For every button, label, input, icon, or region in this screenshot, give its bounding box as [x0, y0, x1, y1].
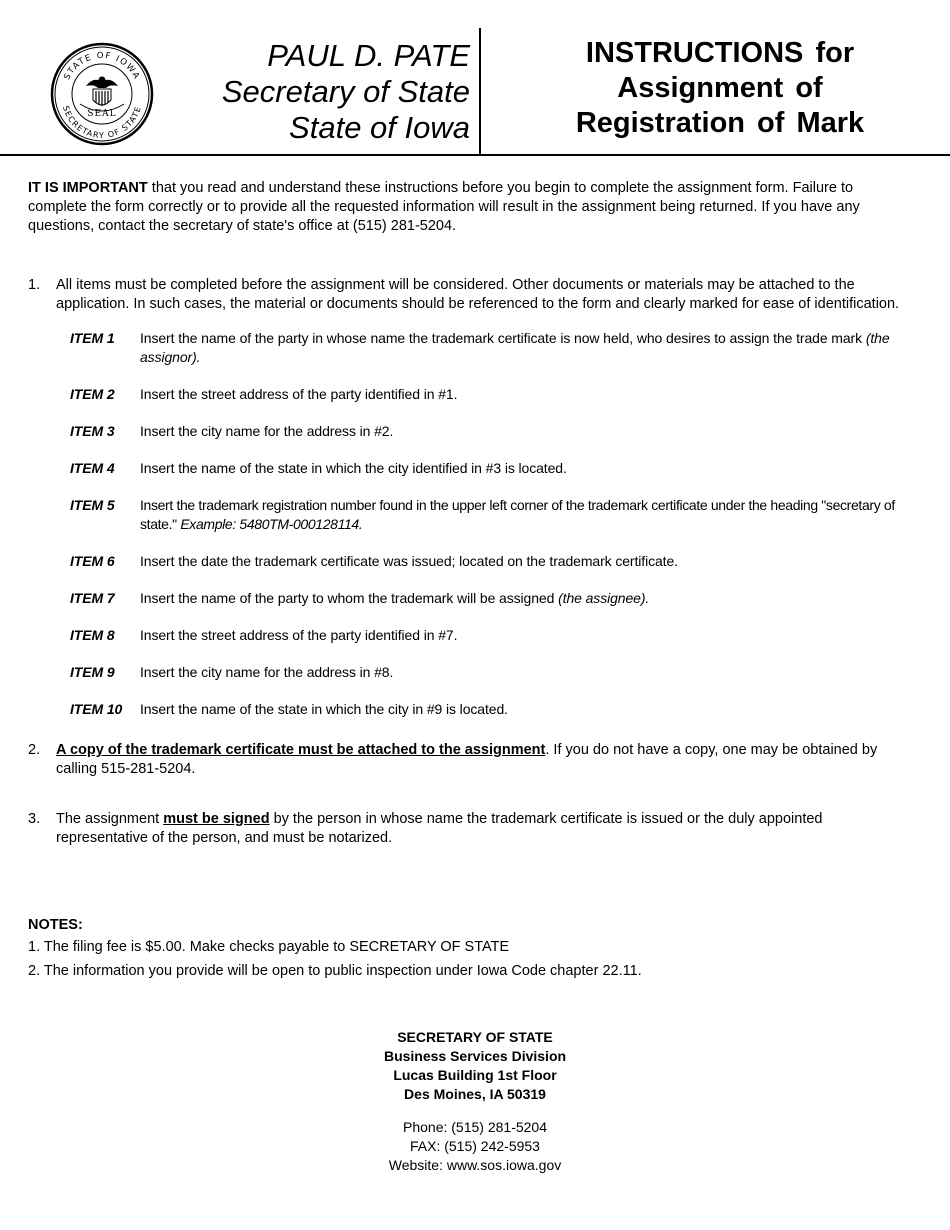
item-note: Example: 5480TM-000128114.: [180, 516, 363, 532]
intro-lead: IT IS IMPORTANT: [28, 180, 148, 196]
step-text-after: by the person in whose name the trademark certificate is issued or the duly appointed representative of the person, and must be notarized.: [56, 811, 823, 846]
item-10: [70, 700, 918, 719]
header-vertical-divider: [479, 28, 481, 156]
page-header: [0, 0, 950, 156]
notes-heading: NOTES:: [28, 917, 83, 933]
official-state: State of Iowa: [289, 110, 470, 145]
step-3: [28, 810, 918, 848]
item-text: Insert the trademark registration number found in the upper left corner of the trademark certificate under the heading "secretary of state.": [140, 497, 895, 532]
item-text: Insert the city name for the address in #2.: [140, 423, 394, 439]
instruction-steps: [28, 276, 918, 848]
step-number: 2.: [28, 742, 41, 758]
item-8: [70, 626, 918, 645]
item-text: Insert the name of the state in which the city identified in #3 is located.: [140, 460, 567, 476]
item-5: [70, 496, 918, 534]
intro-text: that you read and understand these instructions before you begin to complete the assignment form. Failure to complete the form correctly or to provide all the requested information will result in the assignment being returned. If you have any questions, contact the secretary of state's office at (515) 281-5204.: [28, 180, 860, 234]
step-emphasis: must be signed: [163, 811, 270, 827]
contact-website: Website: www.sos.iowa.gov: [388, 1157, 562, 1173]
note-item: 1. The filing fee is $5.00. Make checks payable to SECRETARY OF STATE: [28, 939, 510, 955]
office-address: [300, 1028, 650, 1104]
item-text: Insert the name of the state in which the city in #9 is located.: [140, 701, 508, 717]
office-division: Business Services Division: [383, 1048, 567, 1064]
item-text: Insert the name of the party in whose name the trademark certificate is now held, who desires to assign the trade mark: [140, 330, 866, 346]
contact-phone: Phone: (515) 281-5204: [403, 1119, 547, 1135]
item-list: [70, 329, 918, 719]
item-note: (the assignor).: [140, 330, 890, 365]
item-label: ITEM 6: [70, 553, 115, 569]
intro-paragraph: [28, 179, 908, 236]
item-9: [70, 663, 918, 682]
step-text: All items must be completed before the assignment will be considered. Other documents or materials may be attached to the application. In such cases, the material or documents should be referenced to the form and clearly marked for ease of identification.: [56, 277, 900, 312]
item-label: ITEM 4: [70, 460, 115, 476]
form-title: [490, 36, 950, 141]
item-text: Insert the street address of the party identified in #7.: [140, 627, 458, 643]
note-item: 2. The information you provide will be open to public inspection under Iowa Code chapter 22.11.: [28, 963, 642, 979]
item-label: ITEM 9: [70, 664, 115, 680]
item-7: [70, 589, 918, 608]
office-name: SECRETARY OF STATE: [397, 1029, 553, 1045]
official-block: [222, 38, 470, 146]
item-label: ITEM 3: [70, 423, 115, 439]
step-text: [56, 741, 918, 779]
item-4: [70, 459, 918, 478]
svg-text:SEAL: SEAL: [87, 109, 117, 119]
office-address-footer: [300, 1028, 650, 1175]
item-label: ITEM 8: [70, 627, 115, 643]
item-6: [70, 552, 918, 571]
form-title-line: Registration of Mark: [575, 107, 865, 139]
item-text: Insert the name of the party to whom the trademark will be assigned: [140, 590, 559, 606]
contact-fax: FAX: (515) 242-5953: [410, 1138, 540, 1154]
step-text-rest: . If you do not have a copy, one may be obtained by calling 515-281-5204.: [56, 742, 878, 777]
official-title: Secretary of State: [221, 74, 470, 109]
state-seal-icon: [50, 42, 154, 146]
contact-info: [300, 1118, 650, 1175]
office-city: Des Moines, IA 50319: [404, 1086, 546, 1102]
item-label: ITEM 2: [70, 386, 115, 402]
step-2: [28, 741, 918, 779]
item-label: ITEM 7: [70, 590, 115, 606]
notes-section: [28, 916, 908, 983]
form-title-line: INSTRUCTIONS for: [585, 37, 855, 69]
item-text: Insert the date the trademark certificate was issued; located on the trademark certificate.: [140, 553, 678, 569]
item-3: [70, 422, 918, 441]
step-number: 3.: [28, 811, 41, 827]
official-name: PAUL D. PATE: [267, 38, 470, 73]
header-horizontal-divider: [0, 154, 950, 156]
form-title-line: Assignment of: [617, 72, 823, 104]
svg-text:SECRETARY OF STATE: SECRETARY OF STATE: [60, 104, 144, 141]
step-1: [28, 276, 918, 719]
item-label: ITEM 10: [70, 701, 123, 717]
office-building: Lucas Building 1st Floor: [393, 1067, 557, 1083]
step-text: [56, 810, 918, 848]
item-label: ITEM 5: [70, 497, 115, 513]
item-1: [70, 329, 918, 367]
step-emphasis: A copy of the trademark certificate must be attached to the assignment: [56, 742, 546, 758]
step-text-before: The assignment: [56, 811, 164, 827]
step-number: 1.: [28, 277, 41, 293]
item-label: ITEM 1: [70, 330, 115, 346]
svg-text:STATE OF IOWA: STATE OF IOWA: [62, 50, 142, 82]
item-text: Insert the street address of the party identified in #1.: [140, 386, 458, 402]
item-text: Insert the city name for the address in #8.: [140, 664, 394, 680]
item-2: [70, 385, 918, 404]
item-note: (the assignee).: [558, 590, 650, 606]
